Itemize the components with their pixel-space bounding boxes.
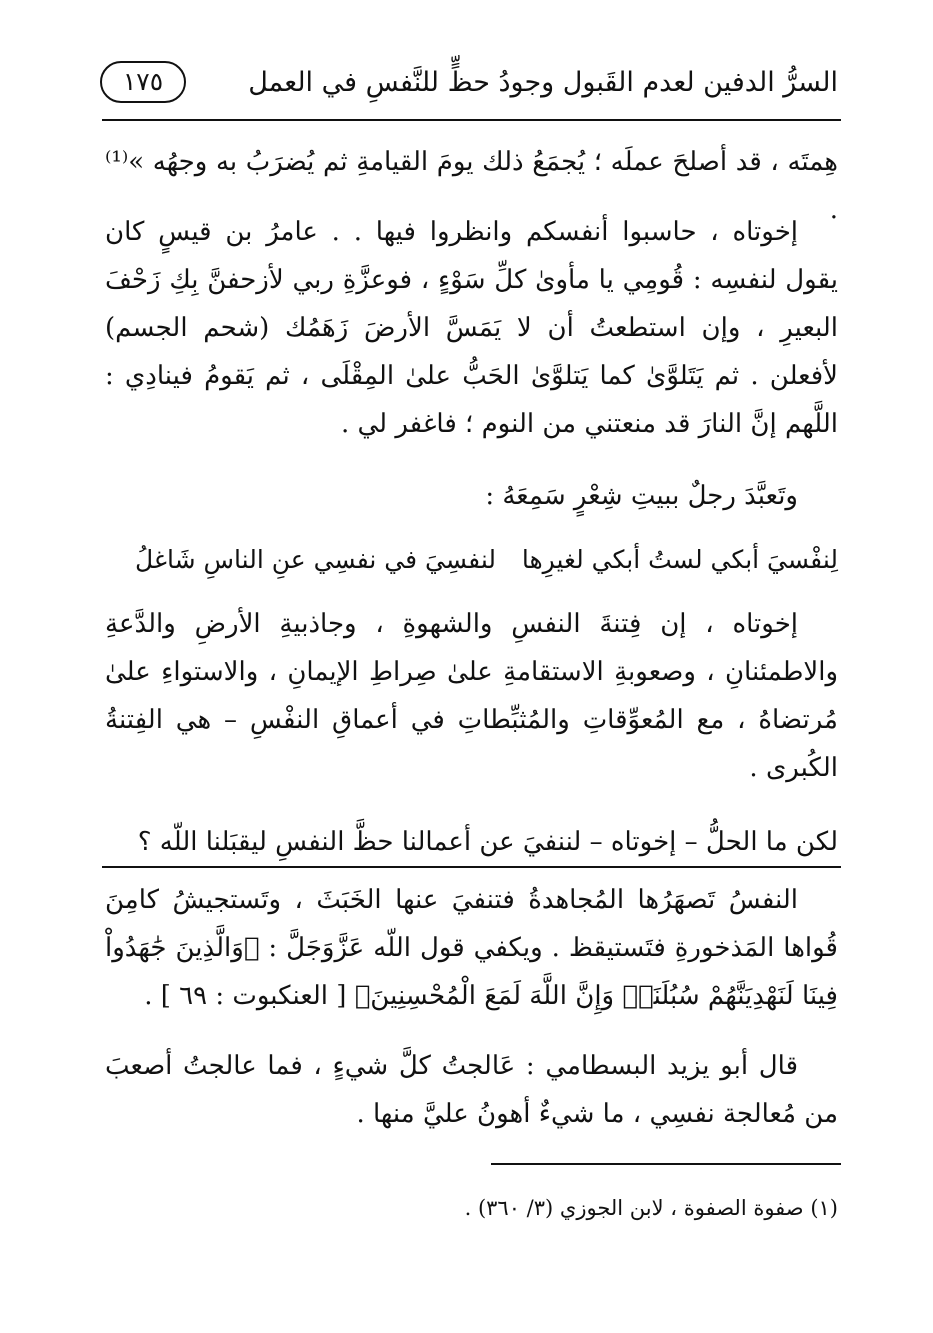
- paragraph-4-block: [105, 600, 838, 792]
- page-number-badge: ١٧٥: [100, 61, 186, 103]
- question-divider: [102, 866, 841, 868]
- paragraph-4: إخوتاه ، إن فِتنةَ النفسِ والشهوةِ ، وجاذبيةِ الأرضِ والدَّعةِ والاطمئنانِ ، وصعوبةِ الاستقامةِ علىٰ صِراطِ الإيمانِ ، والاستواءِ علىٰ مُرتضاهُ ، مع المُعوِّقاتِ والمُثبِّطاتِ في أعماقِ النفْسِ – هي الفِتنةُ الكُبرى .: [105, 609, 838, 783]
- verse-second-hemistich: لنفسِيَ في نفسِي عنِ الناسِ شَاغلُ: [135, 545, 496, 574]
- paragraph-5: النفسُ تَصهَرُها المُجاهدةُ فتنفيَ عنها الخَبَثَ ، وتَستجيشُ كامِنَ قُواها المَذخورةِ فتَستيقظ . ويكفي قول اللّه عَزَّوَجَلَّ : ﴿وَالَّذِينَ جَٰهَدُواْ فِينَا لَنَهْدِيَنَّهُمْ سُبُلَنَاۚ وَإِنَّ اللَّهَ لَمَعَ الْمُحْسِنِينَ﴾ [ العنكبوت : ٦٩ ] .: [105, 885, 838, 1011]
- header-divider: [102, 119, 841, 121]
- footnote-1: (١) صفوة الصفوة ، لابن الجوزي (٣/ ٣٦٠) .: [464, 1196, 838, 1220]
- paragraph-3-block: [105, 472, 838, 520]
- running-title: السرُّ الدفين لعدم القَبول وجودُ حظٍّ للنَّفسِ في العمل: [248, 67, 838, 98]
- paragraph-5-block: [105, 876, 838, 1020]
- paragraph-2-block: [105, 208, 838, 448]
- paragraph-1: هِمتَه ، قد أصلحَ عملَه ؛ يُجمَعُ ذلك يومَ القيامةِ ثم يُضرَبُ به وجهُه »⁽¹⁾ .: [105, 147, 838, 225]
- paragraph-3: وتَعبَّدَ رجلٌ ببيتِ شِعْرٍ سَمِعَهُ :: [485, 481, 798, 511]
- verse-first-hemistich: لِنفْسيَ أبكي لستُ أبكي لغيرِها: [521, 545, 838, 574]
- paragraph-2: إخوتاه ، حاسبوا أنفسكم وانظروا فيها . . عامرُ بن قيسٍ كان يقول لنفسِه : قُومِي يا مأوىٰ كلِّ سَوْءٍ ، فوعزَّةِ ربي لأزحفنَّ بِكِ زَحْفَ البعيرِ ، وإن استطعتُ أن لا يَمَسَّ الأرضَ زَهَمُك (شحم الجسم) لأفعلن . ثم يَتَلوَّىٰ كما يَتلوَّىٰ الحَبُّ علىٰ المِقْلَى ، ثم يَقومُ فينادِي : اللَّهم إنَّ النارَ قد منعتني من النوم ؛ فاغفر لي .: [105, 217, 838, 439]
- page-header: [100, 55, 838, 115]
- section-question-heading: لكن ما الحلُّ – إخوتاه – لننفيَ عن أعمالنا حظَّ النفسِ ليقبَلنا اللّه ؟: [137, 827, 838, 857]
- paragraph-6: قال أبو يزيد البسطامي : عَالجتُ كلَّ شيءٍ ، فما عالجتُ أصعبَ من مُعالجة نفسِي ، ما شيءٌ أهونُ عليَّ منها .: [105, 1051, 838, 1129]
- footnote-divider: [491, 1163, 841, 1165]
- paragraph-6-block: [105, 1042, 838, 1138]
